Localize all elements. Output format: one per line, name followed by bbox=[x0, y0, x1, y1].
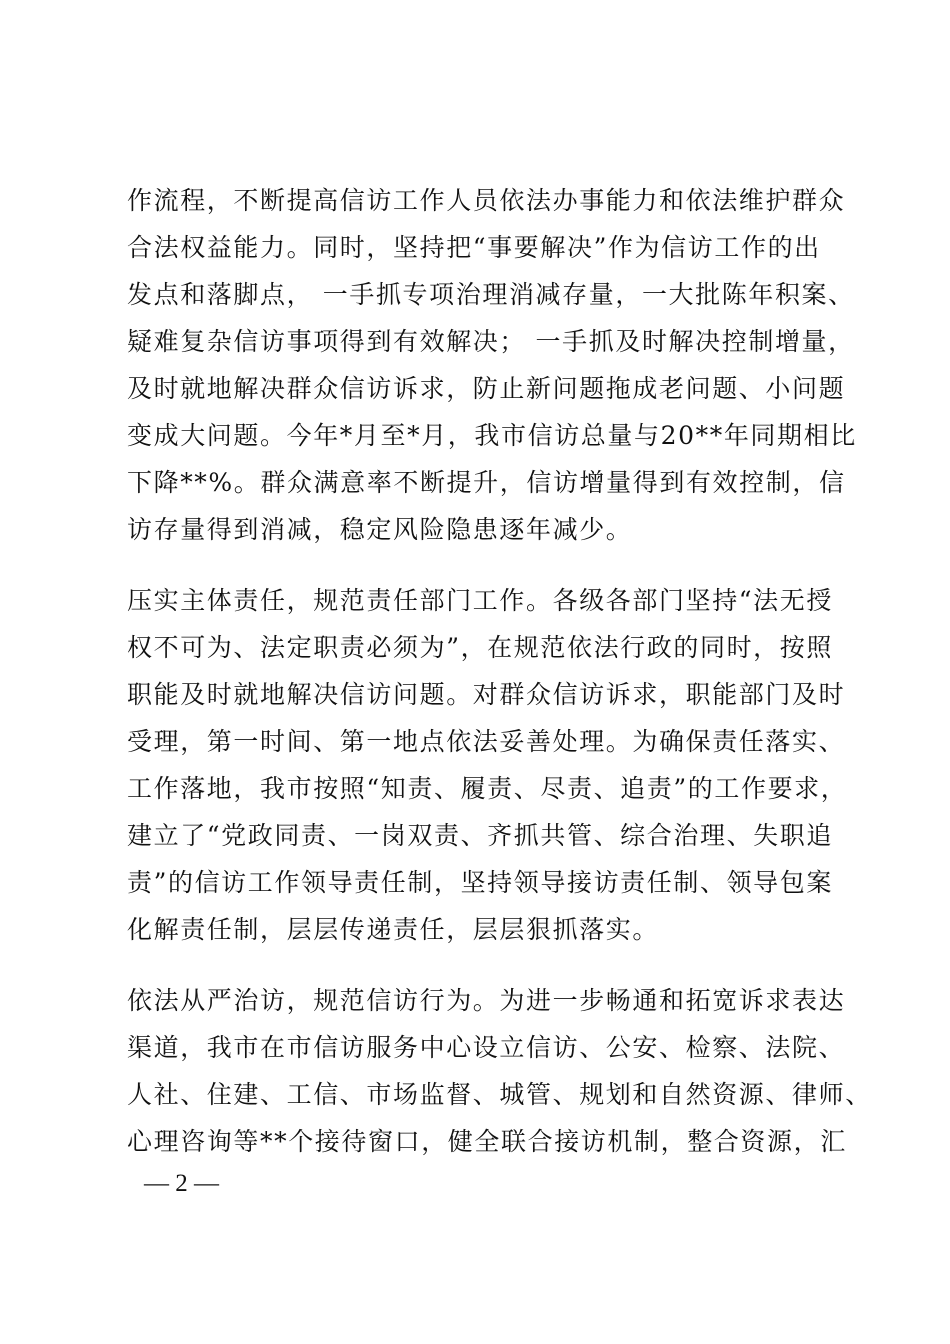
text-line: 受理，第一时间、第一地点依法妥善处理。为确保责任落实、 bbox=[127, 727, 846, 756]
text-line: 建立了“党政同责、一岗双责、齐抓共管、综合治理、失职追 bbox=[127, 821, 833, 850]
text-line: 化解责任制，层层传递责任，层层狠抓落实。 bbox=[127, 915, 660, 944]
text-line: 及时就地解决群众信访诉求，防止新问题拖成老问题、小问题 bbox=[127, 374, 846, 403]
text-line: 心理咨询等**个接待窗口，健全联合接访机制，整合资源，汇 bbox=[127, 1127, 847, 1156]
text-line: 变成大问题。今年*月至*月，我市信访总量与20**年同期相比 bbox=[127, 421, 857, 450]
text-line: 访存量得到消减，稳定风险隐患逐年减少。 bbox=[127, 515, 633, 544]
text-line: 发点和落脚点， 一手抓专项治理消减存量，一大批陈年积案、 bbox=[127, 280, 855, 309]
text-line: 渠道，我市在市信访服务中心设立信访、公安、检察、法院、 bbox=[127, 1033, 846, 1062]
text-line: 人社、住建、工信、市场监督、城管、规划和自然资源、律师、 bbox=[127, 1080, 872, 1109]
text-line: 工作落地，我市按照“知责、履责、尽责、追责”的工作要求， bbox=[127, 774, 848, 803]
page-number: — 2 — bbox=[144, 1170, 219, 1197]
text-line: 权不可为、法定职责必须为”，在规范依法行政的同时，按照 bbox=[127, 633, 833, 662]
text-line: 责”的信访工作领导责任制，坚持领导接访责任制、领导包案 bbox=[127, 868, 833, 897]
text-line: 合法权益能力。同时，坚持把“事要解决”作为信访工作的出 bbox=[127, 233, 821, 262]
text-line: 职能及时就地解决信访问题。对群众信访诉求，职能部门及时 bbox=[127, 680, 846, 709]
text-line: 下降**%。群众满意率不断提升，信访增量得到有效控制，信 bbox=[127, 468, 846, 497]
text-line: 疑难复杂信访事项得到有效解决； 一手抓及时解决控制增量， bbox=[127, 327, 855, 356]
text-line: 作流程，不断提高信访工作人员依法办事能力和依法维护群众 bbox=[127, 186, 846, 215]
text-line: 依法从严治访，规范信访行为。为进一步畅通和拓宽诉求表达 bbox=[127, 986, 846, 1015]
text-line: 压实主体责任，规范责任部门工作。各级各部门坚持“法无授 bbox=[127, 586, 833, 615]
